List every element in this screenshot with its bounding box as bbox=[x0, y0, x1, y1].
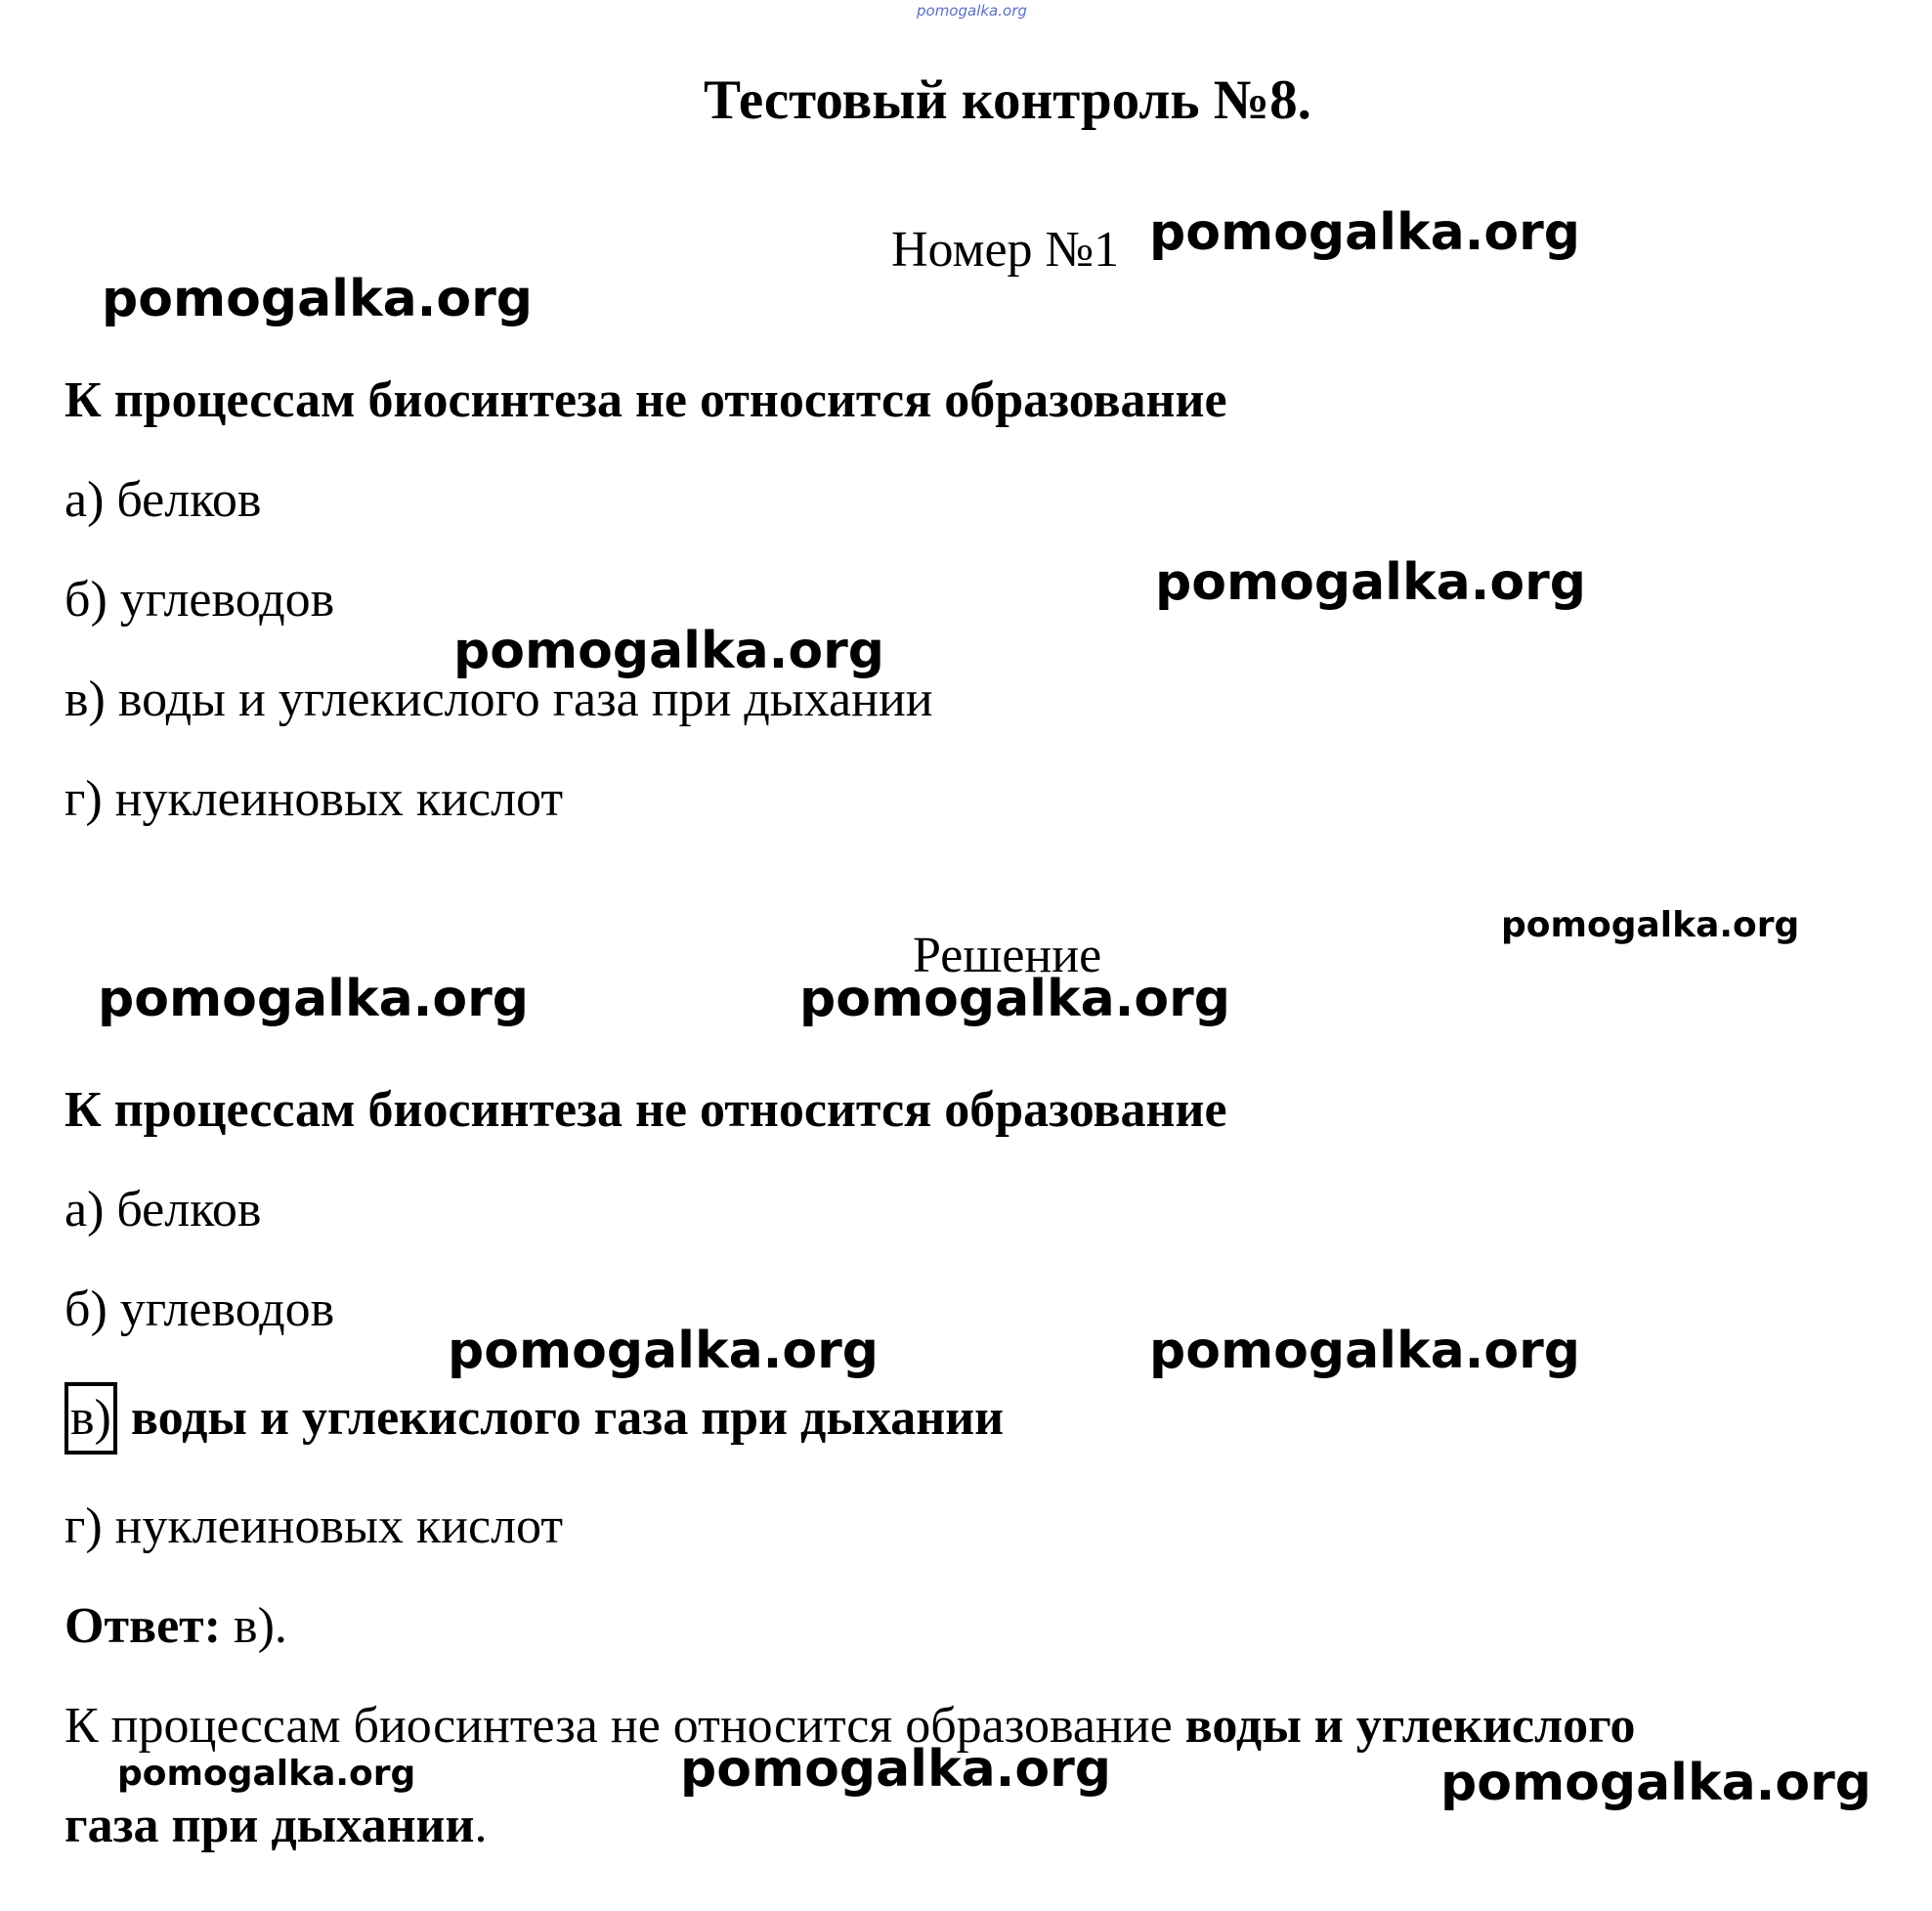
watermark: pomogalka.org bbox=[1149, 203, 1581, 262]
question-text: К процессам биосинтеза не относится образование bbox=[64, 372, 1227, 428]
watermark: pomogalka.org bbox=[448, 1322, 880, 1380]
conclusion-normal: К процессам биосинтеза не относится образование bbox=[64, 1698, 1185, 1754]
watermark: pomogalka.org bbox=[680, 1740, 1112, 1799]
option-a: а) белков bbox=[64, 472, 262, 528]
option-c: в) воды и углекислого газа при дыхании bbox=[64, 672, 933, 727]
watermark: pomogalka.org bbox=[102, 270, 534, 328]
solution-option-b: б) углеводов bbox=[64, 1281, 335, 1337]
conclusion-bold-1: воды и углекислого bbox=[1184, 1698, 1636, 1754]
conclusion-bold-2: газа при дыхании bbox=[64, 1798, 475, 1853]
conclusion-end: . bbox=[474, 1798, 488, 1853]
task-number: Номер №1 bbox=[891, 222, 1120, 278]
watermark: pomogalka.org bbox=[117, 1754, 416, 1794]
solution-heading: Решение bbox=[913, 928, 1102, 983]
watermark: pomogalka.org bbox=[1149, 1322, 1581, 1380]
watermark: pomogalka.org bbox=[1501, 905, 1800, 945]
solution-question-text: К процессам биосинтеза не относится образование bbox=[64, 1082, 1227, 1138]
answer-label: Ответ: bbox=[64, 1598, 222, 1654]
watermark: pomogalka.org bbox=[1440, 1754, 1872, 1812]
option-d: г) нуклеиновых кислот bbox=[64, 771, 564, 827]
watermark: pomogalka.org bbox=[799, 970, 1231, 1028]
option-b: б) углеводов bbox=[64, 572, 335, 628]
watermark: pomogalka.org bbox=[453, 622, 885, 680]
top-watermark: pomogalka.org bbox=[917, 2, 1027, 20]
correct-answer-box: в) bbox=[64, 1382, 117, 1455]
watermark: pomogalka.org bbox=[98, 970, 530, 1028]
solution-option-d: г) нуклеиновых кислот bbox=[64, 1498, 564, 1554]
solution-option-a: а) белков bbox=[64, 1182, 262, 1238]
page-title: Тестовый контроль №8. bbox=[704, 69, 1311, 131]
answer-value: в). bbox=[221, 1598, 287, 1654]
watermark: pomogalka.org bbox=[1155, 553, 1587, 612]
answer-line bbox=[64, 1597, 287, 1655]
solution-option-c-text: воды и углекислого газа при дыхании bbox=[130, 1390, 1005, 1446]
conclusion-line-2 bbox=[64, 1797, 487, 1854]
solution-option-c-correct bbox=[64, 1382, 1004, 1455]
